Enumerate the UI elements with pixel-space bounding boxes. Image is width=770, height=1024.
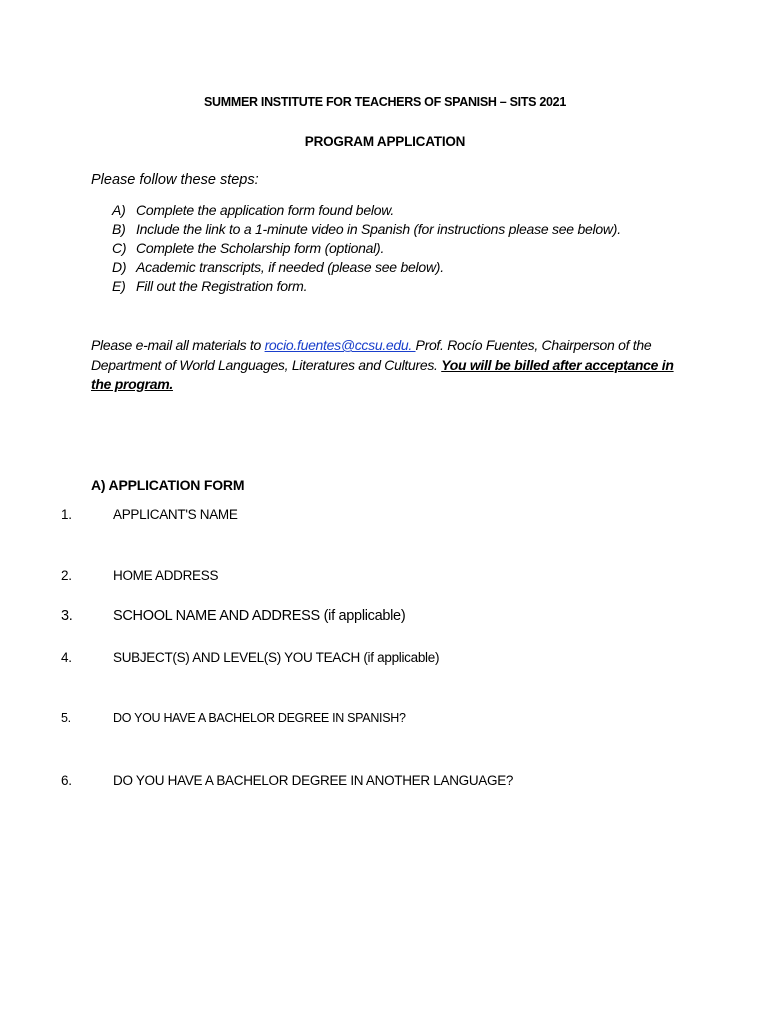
document-title: SUMMER INSTITUTE FOR TEACHERS OF SPANISH – SITS 2021 [203, 95, 566, 109]
step-text: Complete the Scholarship form (optional). [136, 240, 385, 256]
step-letter: C) [112, 240, 127, 256]
step-item [112, 220, 621, 239]
question-number: 2. [61, 568, 72, 583]
question-text: SCHOOL NAME AND ADDRESS (if applicable) [113, 608, 406, 624]
contact-paragraph [91, 336, 691, 395]
question-text: DO YOU HAVE A BACHELOR DEGREE IN ANOTHER LANGUAGE? [113, 773, 514, 788]
steps-list [112, 201, 621, 296]
steps-intro: Please follow these steps: [91, 172, 259, 188]
step-letter: A) [112, 202, 126, 218]
step-letter: B) [112, 221, 126, 237]
step-text: Academic transcripts, if needed (please see below). [136, 259, 444, 275]
step-item [112, 201, 621, 220]
question-number: 1. [61, 507, 72, 522]
question-text: APPLICANT'S NAME [113, 507, 238, 522]
question-number: 3. [61, 608, 73, 624]
contact-middle: Prof. Rocío Fuentes, Chairperson of the Department of World Languages, Literatures and Cultures. [91, 337, 652, 373]
question-number: 5. [61, 711, 71, 725]
step-text: Complete the application form found below. [136, 202, 394, 218]
billing-note: You will be billed after acceptance in the program. [91, 356, 674, 392]
question-text: HOME ADDRESS [113, 568, 219, 583]
question-text: SUBJECT(S) AND LEVEL(S) YOU TEACH (if applicable) [113, 650, 440, 665]
step-item [112, 258, 621, 277]
email-link[interactable]: rocio.fuentes@ccsu.edu. [264, 337, 416, 353]
step-letter: E) [112, 278, 126, 294]
step-item [112, 277, 621, 296]
contact-prefix: Please e-mail all materials to [91, 337, 265, 353]
step-text: Fill out the Registration form. [136, 278, 308, 294]
step-text: Include the link to a 1-minute video in Spanish (for instructions please see below). [136, 221, 621, 237]
document-subtitle: PROGRAM APPLICATION [304, 134, 466, 149]
question-text: DO YOU HAVE A BACHELOR DEGREE IN SPANISH? [113, 711, 406, 725]
step-item [112, 239, 621, 258]
step-letter: D) [112, 259, 127, 275]
question-number: 4. [61, 650, 72, 665]
application-form-heading: A) APPLICATION FORM [91, 477, 245, 493]
question-number: 6. [61, 773, 72, 788]
